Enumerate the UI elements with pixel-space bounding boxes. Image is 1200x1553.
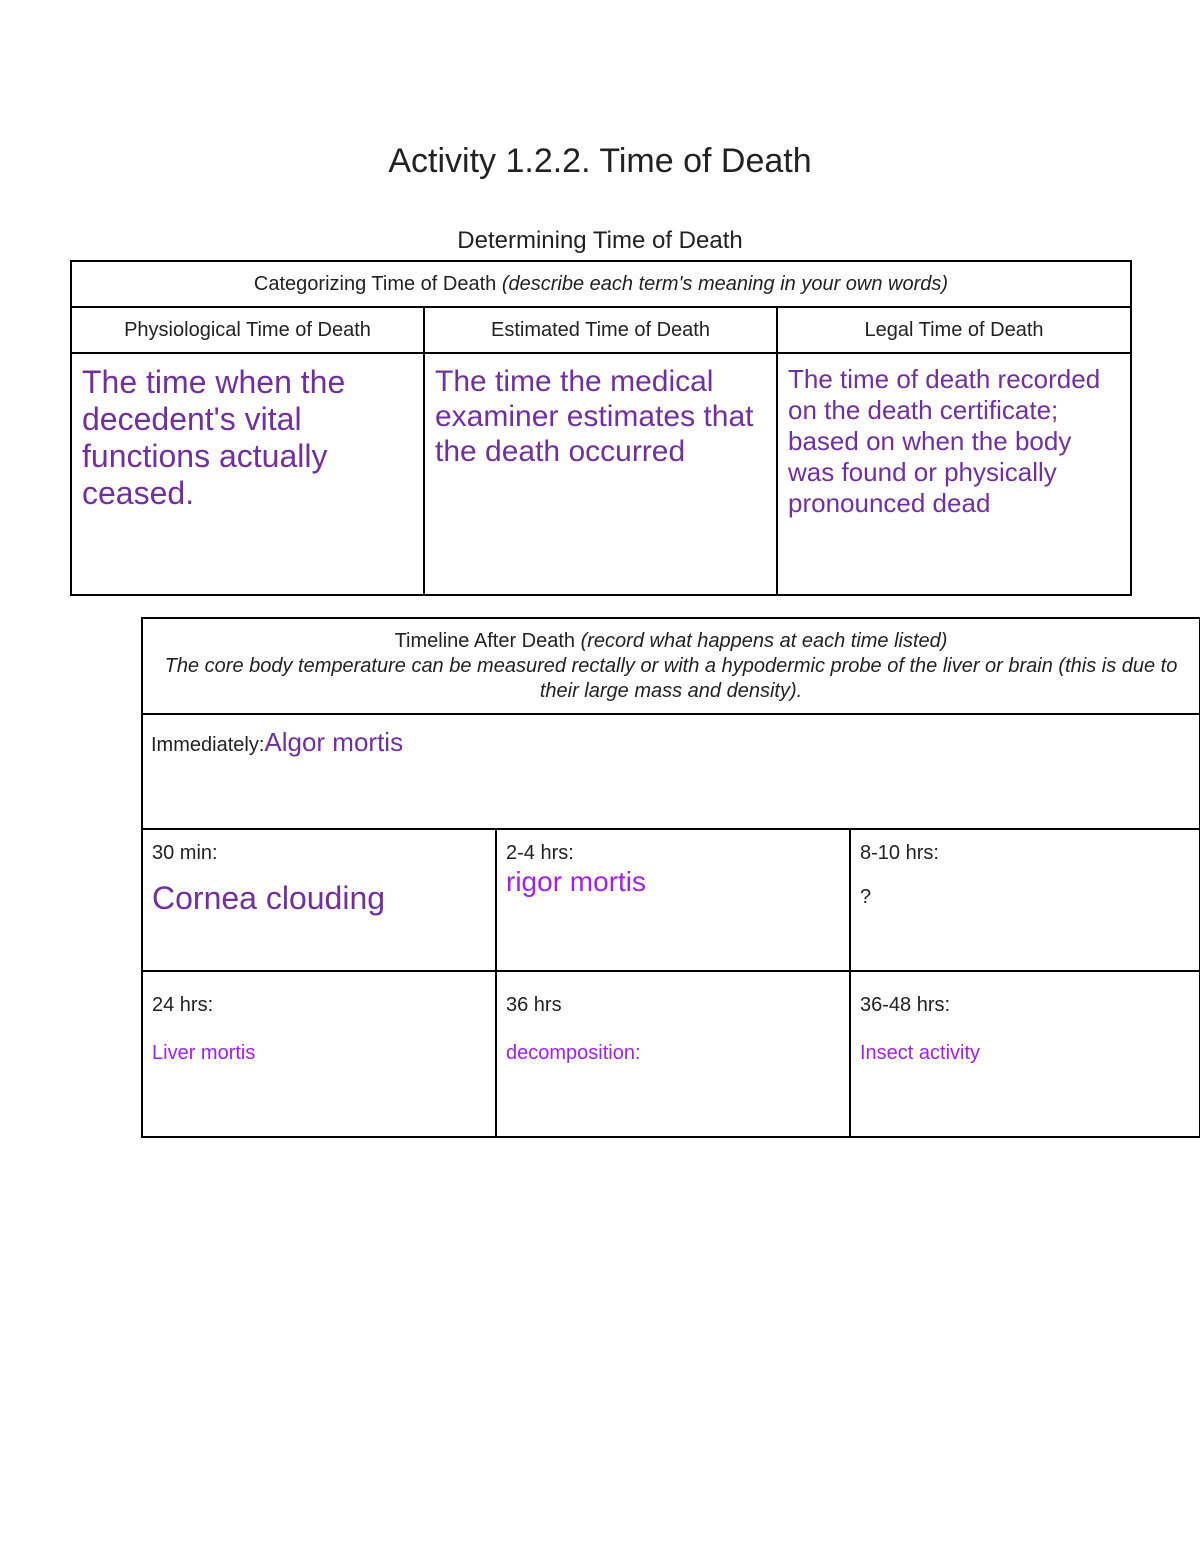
timeline-cell-36-hrs[interactable]: [496, 971, 850, 1137]
timeline-answer: Insect activity: [860, 1042, 981, 1064]
caption-instruction: (describe each term's meaning in your own words): [501, 272, 949, 295]
time-label: 8-10 hrs:: [860, 842, 939, 864]
timeline-immediate-row: [142, 714, 1200, 829]
categorizing-caption-row: [71, 261, 1131, 307]
timeline-header-row: [142, 618, 1200, 714]
timeline-answer: Cornea clouding: [152, 880, 386, 916]
timeline-table: [141, 617, 1200, 1138]
caption-main: Categorizing Time of Death: [253, 272, 502, 295]
time-label: 2-4 hrs:: [506, 842, 574, 864]
timeline-answer: ?: [860, 886, 872, 908]
answer-physiological[interactable]: The time when the decedent's vital functions actually ceased.: [71, 353, 424, 595]
categorizing-table: [70, 260, 1132, 596]
answer-legal[interactable]: The time of death recorded on the death certificate; based on when the body was found or physically pronounced dead: [777, 353, 1131, 595]
timeline-cell-36-48-hrs[interactable]: [850, 971, 1200, 1137]
timeline-row-1: [142, 829, 1200, 971]
time-label: 24 hrs:: [152, 994, 214, 1016]
column-header-legal: Legal Time of Death: [777, 307, 1131, 353]
timeline-answer: decomposition:: [506, 1042, 641, 1064]
timeline-cell-2-4-hrs[interactable]: [496, 829, 850, 971]
column-header-estimated: Estimated Time of Death: [424, 307, 777, 353]
categorizing-answer-row: [71, 353, 1131, 595]
timeline-answer: rigor mortis: [506, 866, 647, 897]
column-header-physiological: Physiological Time of Death: [71, 307, 424, 353]
timeline-cell-24-hrs[interactable]: [142, 971, 496, 1137]
time-label: 36-48 hrs:: [860, 994, 951, 1016]
answer-estimated[interactable]: The time the medical examiner estimates that the death occurred: [424, 353, 777, 595]
page-title: Activity 1.2.2. Time of Death: [388, 142, 812, 180]
time-label: Immediately:: [151, 734, 265, 756]
timeline-cell-30-min[interactable]: [142, 829, 496, 971]
section-title: Determining Time of Death: [457, 227, 743, 254]
timeline-cell-immediately[interactable]: [142, 714, 1200, 829]
timeline-header-note: The core body temperature can be measured rectally or with a hypodermic probe of the liver or brain (this is due to their large mass and density).: [164, 654, 1178, 702]
timeline-answer: Liver mortis: [152, 1042, 256, 1064]
timeline-answer: Algor mortis: [264, 727, 404, 757]
timeline-header-instruction: (record what happens at each time listed): [580, 629, 948, 652]
timeline-header-main: Timeline After Death: [394, 629, 581, 652]
timeline-header: [142, 618, 1200, 714]
time-label: 36 hrs: [506, 994, 562, 1016]
timeline-cell-8-10-hrs[interactable]: [850, 829, 1200, 971]
time-label: 30 min:: [152, 842, 218, 864]
timeline-row-2: [142, 971, 1200, 1137]
categorizing-header-row: [71, 307, 1131, 353]
categorizing-caption: [71, 261, 1131, 307]
